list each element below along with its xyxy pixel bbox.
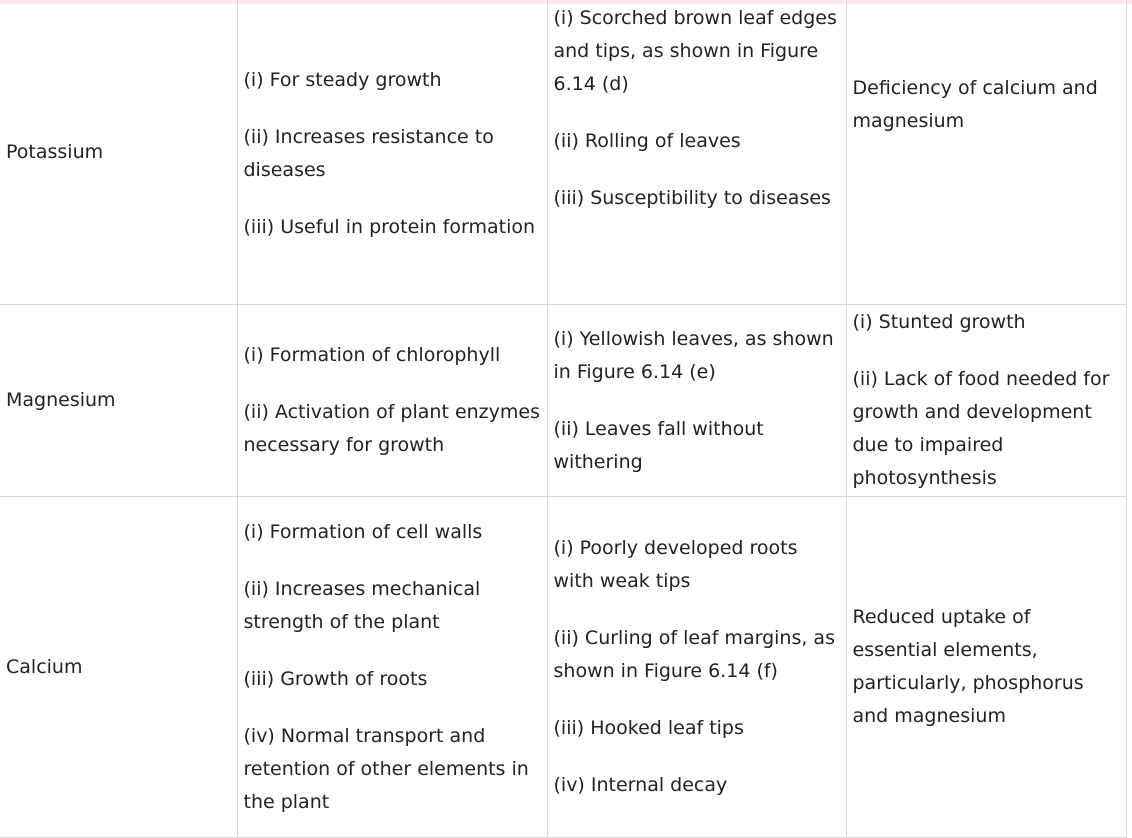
symptom-item: (i) Poorly developed roots with weak tips — [553, 537, 798, 592]
symptoms-cell — [547, 0, 846, 305]
table-row-calcium — [0, 497, 1126, 838]
table-row-potassium — [0, 0, 1126, 305]
nutrient-cell — [0, 0, 237, 305]
effects-cell — [846, 305, 1126, 497]
function-item: (ii) Increases mechanical strength of the plant — [243, 577, 481, 633]
effects-cell — [846, 497, 1126, 838]
functions-cell — [237, 497, 547, 838]
functions-cell — [237, 0, 547, 305]
function-item: (iii) Growth of roots — [243, 667, 428, 690]
symptom-item: (iii) Hooked leaf tips — [553, 717, 744, 739]
symptom-item: (i) Scorched brown leaf edges and tips, as shown in Figure 6.14 (d) — [553, 7, 837, 95]
function-item: (iv) Normal transport and retention of other elements in the plant — [243, 724, 529, 813]
function-item: (iii) Useful in protein formation — [243, 216, 536, 238]
function-item: (i) For steady growth — [243, 69, 442, 91]
symptoms-cell — [547, 497, 846, 838]
nutrient-name: Potassium — [6, 140, 104, 163]
functions-cell — [237, 305, 547, 497]
table-row-magnesium — [0, 305, 1126, 497]
symptom-item: (ii) Curling of leaf margins, as shown in Figure 6.14 (f) — [553, 627, 835, 682]
nutrient-cell — [0, 497, 237, 838]
function-item: (ii) Increases resistance to diseases — [243, 126, 494, 181]
function-item: (ii) Activation of plant enzymes necessary for growth — [243, 401, 540, 456]
symptom-item: (ii) Rolling of leaves — [553, 130, 741, 152]
nutrient-cell — [0, 305, 237, 497]
effect-item: Deficiency of calcium and magnesium — [852, 77, 1098, 132]
nutrient-name: Magnesium — [6, 389, 116, 411]
effect-item: (i) Stunted growth — [852, 311, 1026, 333]
effects-cell — [846, 0, 1126, 305]
nutrient-name: Calcium — [6, 655, 83, 678]
symptom-item: (ii) Leaves fall without withering — [553, 417, 764, 473]
symptom-item: (iv) Internal decay — [553, 774, 728, 796]
function-item: (i) Formation of chlorophyll — [243, 344, 501, 366]
effect-item: (ii) Lack of food needed for growth and development due to impaired photosynthesis — [852, 368, 1110, 489]
effect-item: Reduced uptake of essential elements, particularly, phosphorus and magnesium — [852, 606, 1084, 727]
symptom-item: (iii) Susceptibility to diseases — [553, 187, 831, 209]
symptoms-cell — [547, 305, 846, 497]
symptom-item: (i) Yellowish leaves, as shown in Figure 6.14 (e) — [553, 327, 834, 383]
function-item: (i) Formation of cell walls — [243, 520, 483, 543]
